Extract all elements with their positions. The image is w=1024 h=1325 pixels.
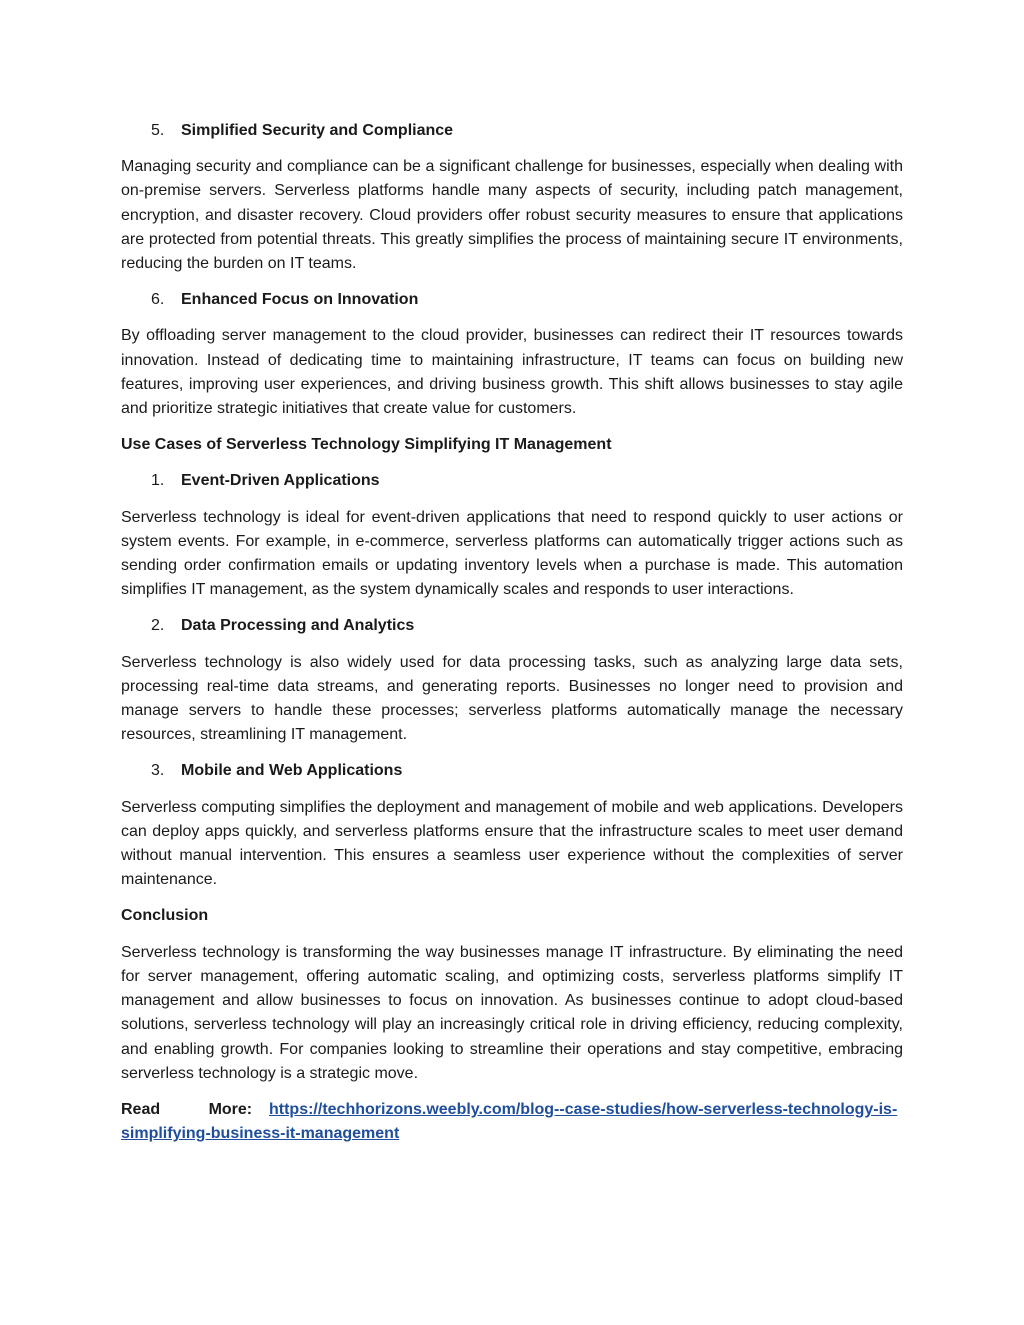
paragraph-innovation: By offloading server management to the cloud provider, businesses can redirect their IT resources towards innovation. Instead of dedicating time to maintaining infrastructure, IT teams can focus on building new features, improving user experiences, and driving business growth. This shift allows businesses to stay agile and prioritize strategic initiatives that create value for customers. [121, 327, 903, 418]
paragraph-event-driven: Serverless technology is ideal for event-driven applications that need to respond quickly to user actions or system events. For example, in e-commerce, serverless platforms can automatically trigger actions such as sending order confirmation emails or updating inventory levels when a purchase is made. This automation simplifies IT management, as the system dynamically scales and responds to user interactions. [121, 508, 903, 599]
read-more [121, 1098, 903, 1146]
paragraph-data-processing: Serverless technology is also widely used for data processing tasks, such as analyzing large data sets, processing real-time data streams, and generating reports. Businesses no longer need to provision and manage servers to handle these processes; serverless platforms automatically manage the necessary resources, streamlining IT management. [121, 653, 903, 744]
paragraph-conclusion: Serverless technology is transforming the way businesses manage IT infrastructure. By eliminating the need for server management, offering automatic scaling, and optimizing costs, serverless platforms simplify IT management and allow businesses to focus on innovation. As businesses continue to adopt cloud-based solutions, serverless technology will play an increasingly critical role in driving efficiency, reducing complexity, and enabling growth. For companies looking to streamline their operations and stay competitive, embracing serverless technology is a strategic move. [121, 943, 903, 1082]
list-number: 5. [151, 122, 165, 139]
use-case-heading-event-driven [121, 469, 903, 493]
document-page [121, 119, 903, 1146]
use-case-title: Data Processing and Analytics [181, 617, 415, 635]
list-number: 6. [151, 291, 165, 309]
paragraph-mobile-web: Serverless computing simplifies the deployment and management of mobile and web applications. Developers can deploy apps quickly, and serverless platforms ensure that the infrastructure scales to meet user demand without manual intervention. This ensures a seamless user experience without the complexities of server maintenance. [121, 798, 903, 889]
list-number: 3. [151, 762, 165, 780]
read-more-label: Read More: [121, 1100, 253, 1118]
section-title: Enhanced Focus on Innovation [181, 291, 419, 309]
use-case-title: Mobile and Web Applications [181, 762, 403, 780]
list-number: 1. [151, 472, 165, 490]
section-heading-security [121, 119, 903, 143]
use-case-title: Event-Driven Applications [181, 472, 380, 490]
read-more-link[interactable]: https://techhorizons.weebly.com/blog--case-studies/how-serverless-technology-is-simplifying-business-it-management [121, 1100, 898, 1143]
use-case-heading-mobile-web [121, 759, 903, 783]
section-heading-innovation [121, 288, 903, 312]
list-number: 2. [151, 617, 165, 635]
conclusion-heading: Conclusion [121, 907, 209, 925]
section-title: Simplified Security and Compliance [181, 122, 454, 139]
use-case-heading-data-processing [121, 614, 903, 638]
use-cases-heading: Use Cases of Serverless Technology Simplifying IT Management [121, 436, 612, 454]
paragraph-security: Managing security and compliance can be a significant challenge for businesses, especially when dealing with on-premise servers. Serverless platforms handle many aspects of security, including patch management, encryption, and disaster recovery. Cloud providers offer robust security measures to ensure that applications are protected from potential threats. This greatly simplifies the process of maintaining secure IT environments, reducing the burden on IT teams. [121, 158, 903, 273]
